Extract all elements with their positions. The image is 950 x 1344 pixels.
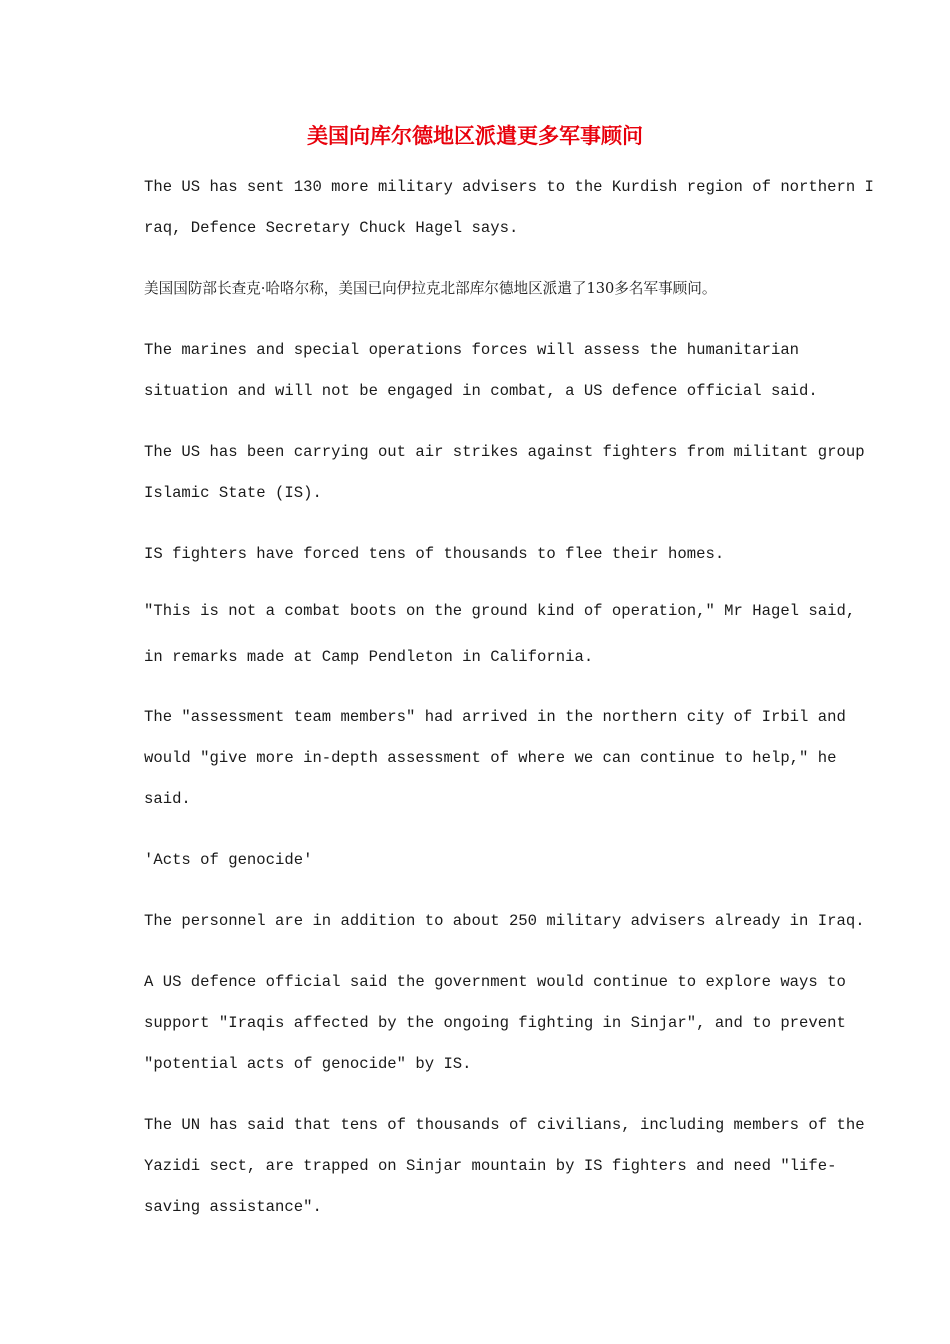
text-line: The marines and special operations forces will assess the humanitarian — [144, 341, 800, 359]
text-line: would "give more in-depth assessment of where we can continue to help," he — [144, 749, 837, 767]
text-line: IS fighters have forced tens of thousands to flee their homes. — [144, 545, 725, 563]
text-line: The US has been carrying out air strikes against fighters from militant group — [144, 443, 865, 461]
text-line: said. — [144, 790, 191, 808]
text-line: The US has sent 130 more military advisers to the Kurdish region of northern I — [144, 178, 874, 196]
text-line: A US defence official said the government would continue to explore ways to — [144, 973, 846, 991]
text-line: Yazidi sect, are trapped on Sinjar mountain by IS fighters and need "life- — [144, 1157, 837, 1175]
section-heading: 'Acts of genocide' — [144, 851, 313, 869]
text-line: "This is not a combat boots on the ground kind of operation," Mr Hagel said, — [144, 602, 856, 620]
text-line: raq, Defence Secretary Chuck Hagel says. — [144, 219, 519, 237]
text-line: The UN has said that tens of thousands of civilians, including members of the — [144, 1116, 865, 1134]
text-line: Islamic State (IS). — [144, 484, 322, 502]
text-line: situation and will not be engaged in combat, a US defence official said. — [144, 382, 818, 400]
document-title: 美国向库尔德地区派遣更多军事顾问 — [307, 123, 643, 148]
text-line: saving assistance". — [144, 1198, 322, 1216]
text-line: support "Iraqis affected by the ongoing fighting in Sinjar", and to prevent — [144, 1014, 846, 1032]
text-line: in remarks made at Camp Pendleton in California. — [144, 648, 594, 666]
text-line: "potential acts of genocide" by IS. — [144, 1055, 472, 1073]
text-line: The personnel are in addition to about 250 military advisers already in Iraq. — [144, 912, 865, 930]
text-line: The "assessment team members" had arrived in the northern city of Irbil and — [144, 708, 846, 726]
text-line-chinese: 美国国防部长查克·哈咯尔称，美国已向伊拉克北部库尔德地区派遣了130多名军事顾问。 — [144, 280, 717, 297]
